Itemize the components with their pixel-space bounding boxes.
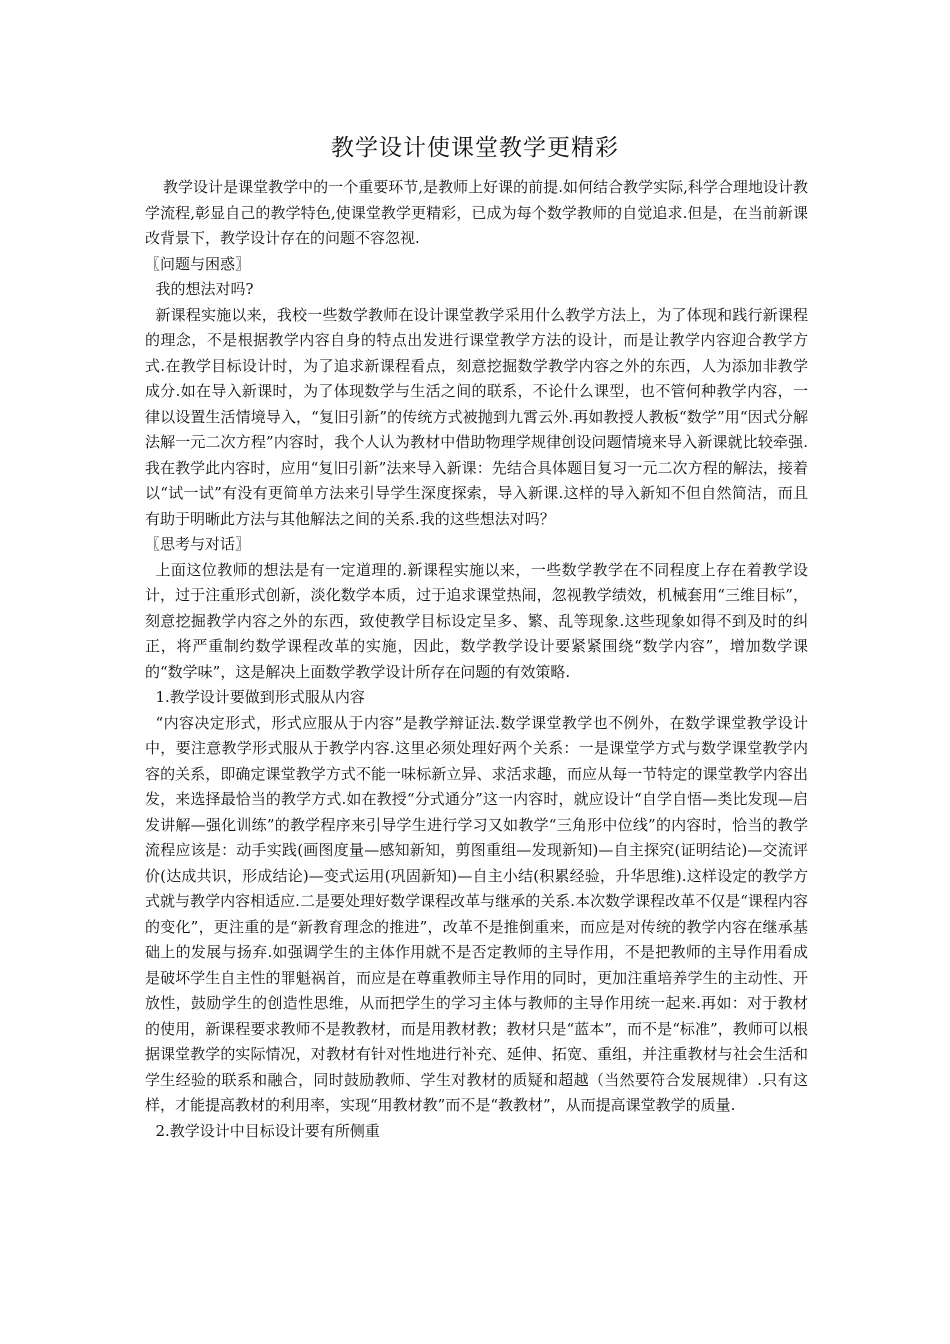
body-paragraph: “内容决定形式，形式应服从于内容”是教学辩证法.数学课堂教学也不例外，在数学课堂教学设计中，要注意教学形式服从于教学内容.这里必须处理好两个关系：一是课堂学方式与数学课堂教学内容的关系，即确定课堂教学方式不能一味标新立异、求活求趣，而应从每一节特定的课堂教学内容出发，来选择最恰当的教学方式.如在教授“分式通分”这一内容时，就应设计“自学自悟—类比发现—启发讲解—强化训练”的教学程序来引导学生进行学习又如教学“三角形中位线”的内容时，恰当的教学流程应该是：动手实践(画图度量—感知新知，剪图重组—发现新知)—自主探究(证明结论)—交流评价(达成共识，形成结论)—变式运用(巩固新知)—自主小结(积累经验，升华思维).这样设定的教学方式就与教学内容相适应.二是要处理好数学课程改革与继承的关系.本次数学课程改革不仅是“课程内容的变化”，更注重的是“新教育理念的推进”，改革不是推倒重来，而应是对传统的教学内容在继承基础上的发展与扬弃.如强调学生的主体作用就不是否定教师的主导作用，不是把教师的主导作用看成是破坏学生自主性的罪魁祸首，而应是在尊重教师主导作用的同时，更加注重培养学生的主动性、开放性，鼓励学生的创造性思维，从而把学生的学习主体与教师的主导作用统一起来.再如：对于教材的使用，新课程要求教师不是教教材，而是用教材教；教材只是“蓝本”，而不是“标准”，教师可以根据课堂教学的实际情况，对教材有针对性地进行补充、延伸、拓宽、重组，并注重教材与社会生活和学生经验的联系和融合，同时鼓励教师、学生对教材的质疑和超越（当然要符合发展规律）.只有这样，才能提高教材的利用率，实现“用教材教”而不是“教教材”，从而提高课堂教学的质量. — [145, 713, 808, 1114]
body-paragraph: 上面这位教师的想法是有一定道理的.新课程实施以来，一些数学教学在不同程度上存在着教学设计，过于注重形式创新，淡化数学本质，过于追求课堂热闹，忽视教学绩效，机械套用“三维目标”，刻意挖掘教学内容之外的东西，致使教学目标设定呈多、繁、乱等现象.这些现象如得不到及时的纠正，将严重制约数学课程改革的实施，因此，数学教学设计要紧紧围绕“数学内容”，增加数学课的“数学味”，这是解决上面数学教学设计所存在问题的有效策略. — [145, 560, 808, 681]
subsection-heading-2: 2.教学设计中目标设计要有所侧重 — [155, 1121, 380, 1140]
question-heading: 我的想法对吗? — [155, 280, 254, 298]
section-heading-problem: 〖问题与困惑〗 — [145, 254, 251, 273]
document-title: 教学设计使课堂教学更精彩 — [331, 135, 619, 161]
intro-paragraph: 教学设计是课堂教学中的一个重要环节,是教师上好课的前提.如何结合教学实际,科学合理地设计教学流程,彰显自己的教学特色,使课堂教学更精彩，已成为每个数学教师的自觉追求.但是，在当前新课改背景下，教学设计存在的问题不容忽视. — [145, 178, 808, 247]
section-heading-dialogue: 〖思考与对话〗 — [145, 535, 251, 553]
document-body — [145, 175, 808, 1144]
body-paragraph: 新课程实施以来，我校一些数学教师在设计课堂教学采用什么教学方法上，为了体现和践行新课程的理念，不是根据教学内容自身的特点出发进行课堂教学方法的设计，而是让教学内容迎合教学方式.在教学目标设计时，为了追求新课程看点，刻意挖掘数学教学内容之外的东西，人为添加非教学成分.如在导入新课时，为了体现数学与生活之间的联系，不论什么课型，也不管何种教学内容，一律以设置生活情境导入，“复旧引新”的传统方式被抛到九霄云外.再如教授人教板“数学”用“因式分解法解一元二次方程”内容时，我个人认为教材中借助物理学规律创设问题情境来导入新课就比较牵强.我在教学此内容时，应用“复旧引新”法来导入新课：先结合具体题目复习一元二次方程的解法，接着以“试一试”有没有更简单方法来引导学生深度探索，导入新课.这样的导入新知不但自然简洁，而且有助于明晰此方法与其他解法之间的关系.我的这些想法对吗？ — [145, 305, 808, 528]
subsection-heading-1: 1.教学设计要做到形式服从内容 — [155, 688, 365, 706]
